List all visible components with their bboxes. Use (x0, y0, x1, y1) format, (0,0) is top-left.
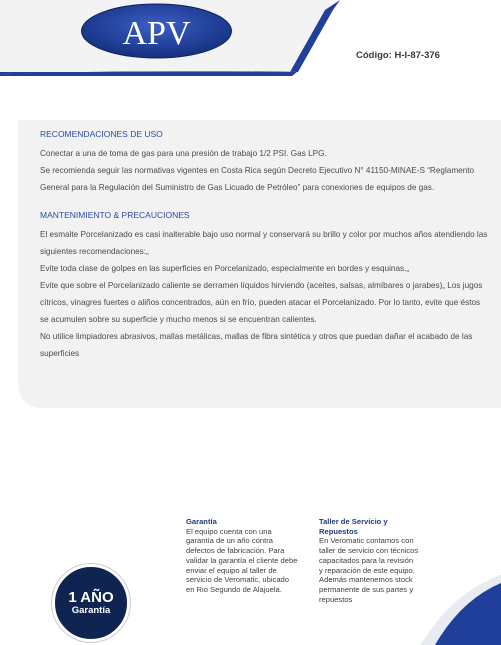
warranty-title: Garantía (186, 517, 217, 526)
maintenance-title: MANTENIMIENTO & PRECAUCIONES (40, 210, 190, 220)
usage-paragraph: Se recomienda seguir las normativas vigentes en Costa Rica según Decreto Ejecutivo N° 41150-MINAE-S “Reglamento General para la Regulación del Suministro de Gas Licuado de Petróleo” para conexiones de equipos de gas. (40, 166, 475, 192)
service-section (319, 517, 419, 604)
service-title: Taller de Servicio y Repuestos (319, 517, 388, 536)
footer-corner-swoosh (421, 575, 501, 645)
usage-title: RECOMENDACIONES DE USO (40, 129, 163, 139)
warranty-badge (52, 564, 130, 642)
warranty-badge-years: 1 AÑO (68, 589, 114, 606)
maintenance-paragraph: No utilice limpiadores abrasivos, mallas metálicas, mallas de fibra sintética y otros que puedan dañar el acabado de las superficies (40, 332, 473, 358)
warranty-section (186, 517, 298, 595)
service-body: En Veromatic contamos con taller de servicio con técnicos capacitados para la revisión y reparación de este equipo. Además mantenemos stock permanente de sus partes y repuestos (319, 536, 419, 604)
maintenance-paragraph: Evite toda clase de golpes en las superficies en Porcelanizado, especialmente en bordes y esquinas.„ (40, 264, 410, 273)
header-swoosh (0, 0, 501, 80)
usage-paragraph: Conectar a una de toma de gas para una presión de trabajo 1/2 PSI. Gas LPG. (40, 149, 327, 158)
product-code: Código: H-I-87-376 (356, 50, 440, 61)
apv-logo (80, 2, 233, 60)
warranty-badge-label: Garantía (71, 605, 111, 616)
recommendations-panel (18, 120, 501, 408)
logo-text: APV (122, 15, 191, 52)
maintenance-paragraph: El esmalte Porcelanizado es casi inalterable bajo uso normal y conservará su brillo y color por muchos años atendiendo las siguientes recomendaciones:„ (40, 230, 488, 256)
maintenance-paragraph: Evite que sobre el Porcelanizado caliente se derramen líquidos hirviendo (aceites, salsas, almíbares o jarabes)„ Los jugos cítricos, vinagres fuertes o aliños concentrados, aún en frío, pueden atacar el Porcelanizado. Por lo tanto, evite que éstos se acumulen sobre su superficie y mucho menos si se encuentran calientes. (40, 281, 483, 324)
warranty-body: El equipo cuenta con una garantía de un año contra defectos de fabricación. Para validar la garantía el cliente debe enviar el equipo al taller de servicio de Veromatic, ubicado en Rio Segundo de Alajuela. (186, 526, 298, 594)
